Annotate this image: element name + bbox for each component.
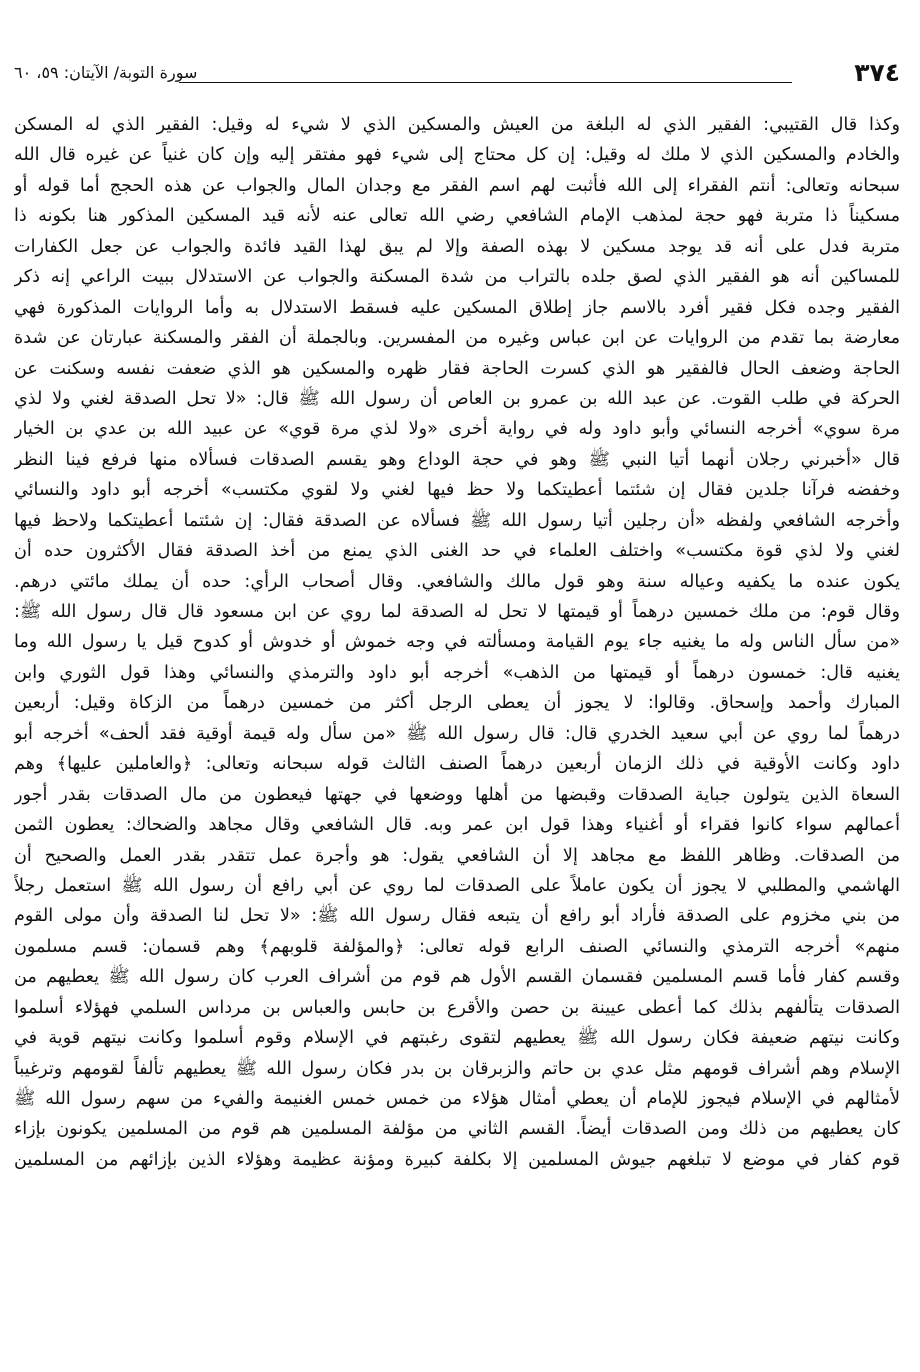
- text-line: داود وكانت الأوقية في ذلك الزمان أربعين درهماً الصنف الثالث قوله سبحانه وتعالى: ﴿والعاملين عليها﴾ وهم: [14, 754, 900, 775]
- running-title: سورة التوبة/ الآيتان: ٥٩، ٦٠: [14, 63, 198, 82]
- text-line: والخادم والمسكين الذي لا ملك له وقيل: إن كل محتاج إلى شيء فهو مفتقر إليه وإن كان غنياً عن غيره قال الله: [14, 145, 900, 166]
- text-line: سبحانه وتعالى: أنتم الفقراء إلى الله فأثبت لهم اسم الفقر مع وجدان المال والجواب عن هذه الحجج أما قوله أو: [14, 175, 900, 196]
- text-line: لأمثالهم في الإسلام فيجوز للإمام أن يعطي أمثال هؤلاء من خمس خمس الغنيمة والفيء من سهم رسول الله ﷺ: [14, 1089, 900, 1109]
- text-line: معارضة بما تقدم من الروايات عن ابن عباس وغيره من المفسرين. وبالجملة أن الفقر والمسكنة عبارتان عن شدة: [14, 328, 900, 349]
- text-line: الحركة في طلب القوت. عن عبد الله بن عمرو بن العاص أن رسول الله ﷺ قال: «لا تحل الصدقة لغني ولا لذي: [14, 388, 900, 409]
- text-line: أعمالهم سواء كانوا فقراء أو أغنياء وهذا قول ابن عمر وبه. قال الشافعي وقال مجاهد والضحاك: يعطون الثمن: [14, 815, 900, 836]
- text-line: الفقير وجده فكل فقير أفرد بالاسم جاز إطلاق المسكين عليه فسقط الاستدلال به وأما الروايات المذكورة فهي: [14, 297, 900, 318]
- text-line: كان يعطيهم من ذلك ومن الصدقات أيضاً. القسم الثاني من مؤلفة المسلمين هم قوم من المسلمين يكونون بإزاء: [14, 1119, 900, 1140]
- text-line: وقال قوم: من ملك خمسين درهماً أو قيمتها لا تحل له الصدقة لما روي عن ابن مسعود قال قال رسول الله ﷺ:: [14, 602, 900, 622]
- header-rule: [179, 82, 792, 83]
- text-line: السعاة الذين يتولون جباية الصدقات وقبضها من أهلها ووضعها في جهتها فيعطون من مال الصدقات بقدر أجور: [14, 784, 900, 805]
- text-line: مرة سوي» أخرجه النسائي وأبو داود وله في رواية أخرى «ولا لذي مرة قوي» عن عبيد الله بن عدي بن الخيار: [14, 419, 900, 440]
- text-line: درهماً لما روي عن أبي سعيد الخدري قال: قال رسول الله ﷺ «من سأل وله قيمة أوقية فقد ألحف» أخرجه أبو: [14, 723, 900, 744]
- text-line: المبارك وأحمد وإسحاق. وقالوا: لا يجوز أن يعطى الرجل أكثر من خمسين درهماً من الزكاة وقيل: أربعين: [14, 693, 900, 714]
- page-number: ٣٧٤: [854, 58, 900, 87]
- text-line: متربة فدل على أنه قد يوجد مسكين لا بهذه الصفة وإلا لم يبق لهذا القيد فائدة والجواب عن جعل الكفارات: [14, 236, 900, 257]
- text-line: يغنيه قال: خمسون درهماً أو قيمتها من الذهب» أخرجه أبو داود والترمذي والنسائي وهذا قول الثوري وابن: [14, 662, 900, 683]
- text-line: وأخرجه الشافعي ولفظه «أن رجلين أتيا رسول الله ﷺ فسألاه عن الصدقة فقال: إن شئتما أعطيتكما ولاحظ فيها: [14, 510, 900, 531]
- text-line: مسكيناً ذا متربة فهو حجة لمذهب الإمام الشافعي رضي الله تعالى عنه لأنه قيد المسكين المذكور هنا بكونه ذا: [14, 206, 900, 227]
- text-line: قال «أخبرني رجلان أنهما أتيا النبي ﷺ وهو في حجة الوداع وهو يقسم الصدقات فسألاه منها فرفع فينا النظر: [14, 449, 900, 470]
- text-line: الصدقات يتألفهم بذلك كما أعطى عيينة بن حصن والأقرع بن حابس والعباس بن مرداس السلمي فهؤلاء أسلموا: [14, 997, 900, 1018]
- text-line: وكذا قال القتيبي: الفقير الذي له البلغة من العيش والمسكين الذي لا شيء له وقيل: الفقير الذي له المسكن: [14, 115, 900, 135]
- text-line: قوم كفار في موضع لا تبلغهم جيوش المسلمين إلا بكلفة كبيرة ومؤنة عظيمة وهؤلاء الذين بإزائهم من المسلمين: [14, 1149, 900, 1170]
- text-line: من بني مخزوم على الصدقة فأراد أبو رافع أن يتبعه فقال رسول الله ﷺ: «لا تحل لنا الصدقة وأن مولى القوم: [14, 906, 900, 927]
- text-line: الهاشمي والمطلبي لا يجوز أن يكون عاملاً على الصدقات لما روي عن أبي رافع أن رسول الله ﷺ استعمل رجلاً: [14, 875, 900, 896]
- text-line: لغني ولا لذي قوة مكتسب» واختلف العلماء في حد الغنى الذي يمنع من أخذ الصدقة فقال الأكثرون حده أن: [14, 541, 900, 562]
- text-line: «من سأل الناس وله ما يغنيه جاء يوم القيامة ومسألته في وجه خموش أو خدوش أو كدوح قيل يا رسول الله وما: [14, 632, 900, 653]
- text-line: الإسلام وهم أشراف قومهم مثل عدي بن حاتم والزبرقان بن بدر فكان رسول الله ﷺ يعطيهم تألفاً لقومهم وترغيباً: [14, 1058, 900, 1079]
- text-line: وقسم كفار فأما قسم المسلمين فقسمان القسم الأول هم قوم من أشراف العرب كان رسول الله ﷺ يعطيهم من: [14, 967, 900, 988]
- text-line: للمساكين أنه هو الفقير الذي لصق جلده بالتراب من شدة المسكنة والجواب عن الاستدلال ببيت الراعي إنه ذكر: [14, 267, 900, 288]
- text-line: وخفضه فرآنا جلدين فقال إن شئتما أعطيتكما ولا حظ فيها لغني ولا لقوي مكتسب» أخرجه أبو داود والنسائي: [14, 480, 900, 501]
- text-line: وكانت نيتهم ضعيفة فكان رسول الله ﷺ يعطيهم لتقوى رغبتهم في الإسلام وقوم أسلموا وكانت نيتهم قوية في: [14, 1028, 900, 1049]
- text-line: منهم» أخرجه الترمذي والنسائي الصنف الرابع قوله تعالى: ﴿والمؤلفة قلوبهم﴾ وهم قسمان: قسم مسلمون: [14, 936, 900, 957]
- page-header: [14, 56, 900, 92]
- text-line: يكون عنده ما يكفيه وعياله سنة وهو قول مالك والشافعي. وقال أصحاب الرأي: حده أن يملك مائتي درهم.: [14, 571, 900, 592]
- text-line: الحاجة وضعف الحال فالفقير هو الذي كسرت الحاجة فقار ظهره والمسكين هو الذي ضعفت نفسه وسكنت عن: [14, 358, 900, 379]
- body-text: [14, 110, 900, 1175]
- text-line: من الصدقات. وظاهر اللفظ مع مجاهد إلا أن الشافعي يقول: هو وأجرة عمل تتقدر بقدر العمل والصحيح أن: [14, 845, 900, 866]
